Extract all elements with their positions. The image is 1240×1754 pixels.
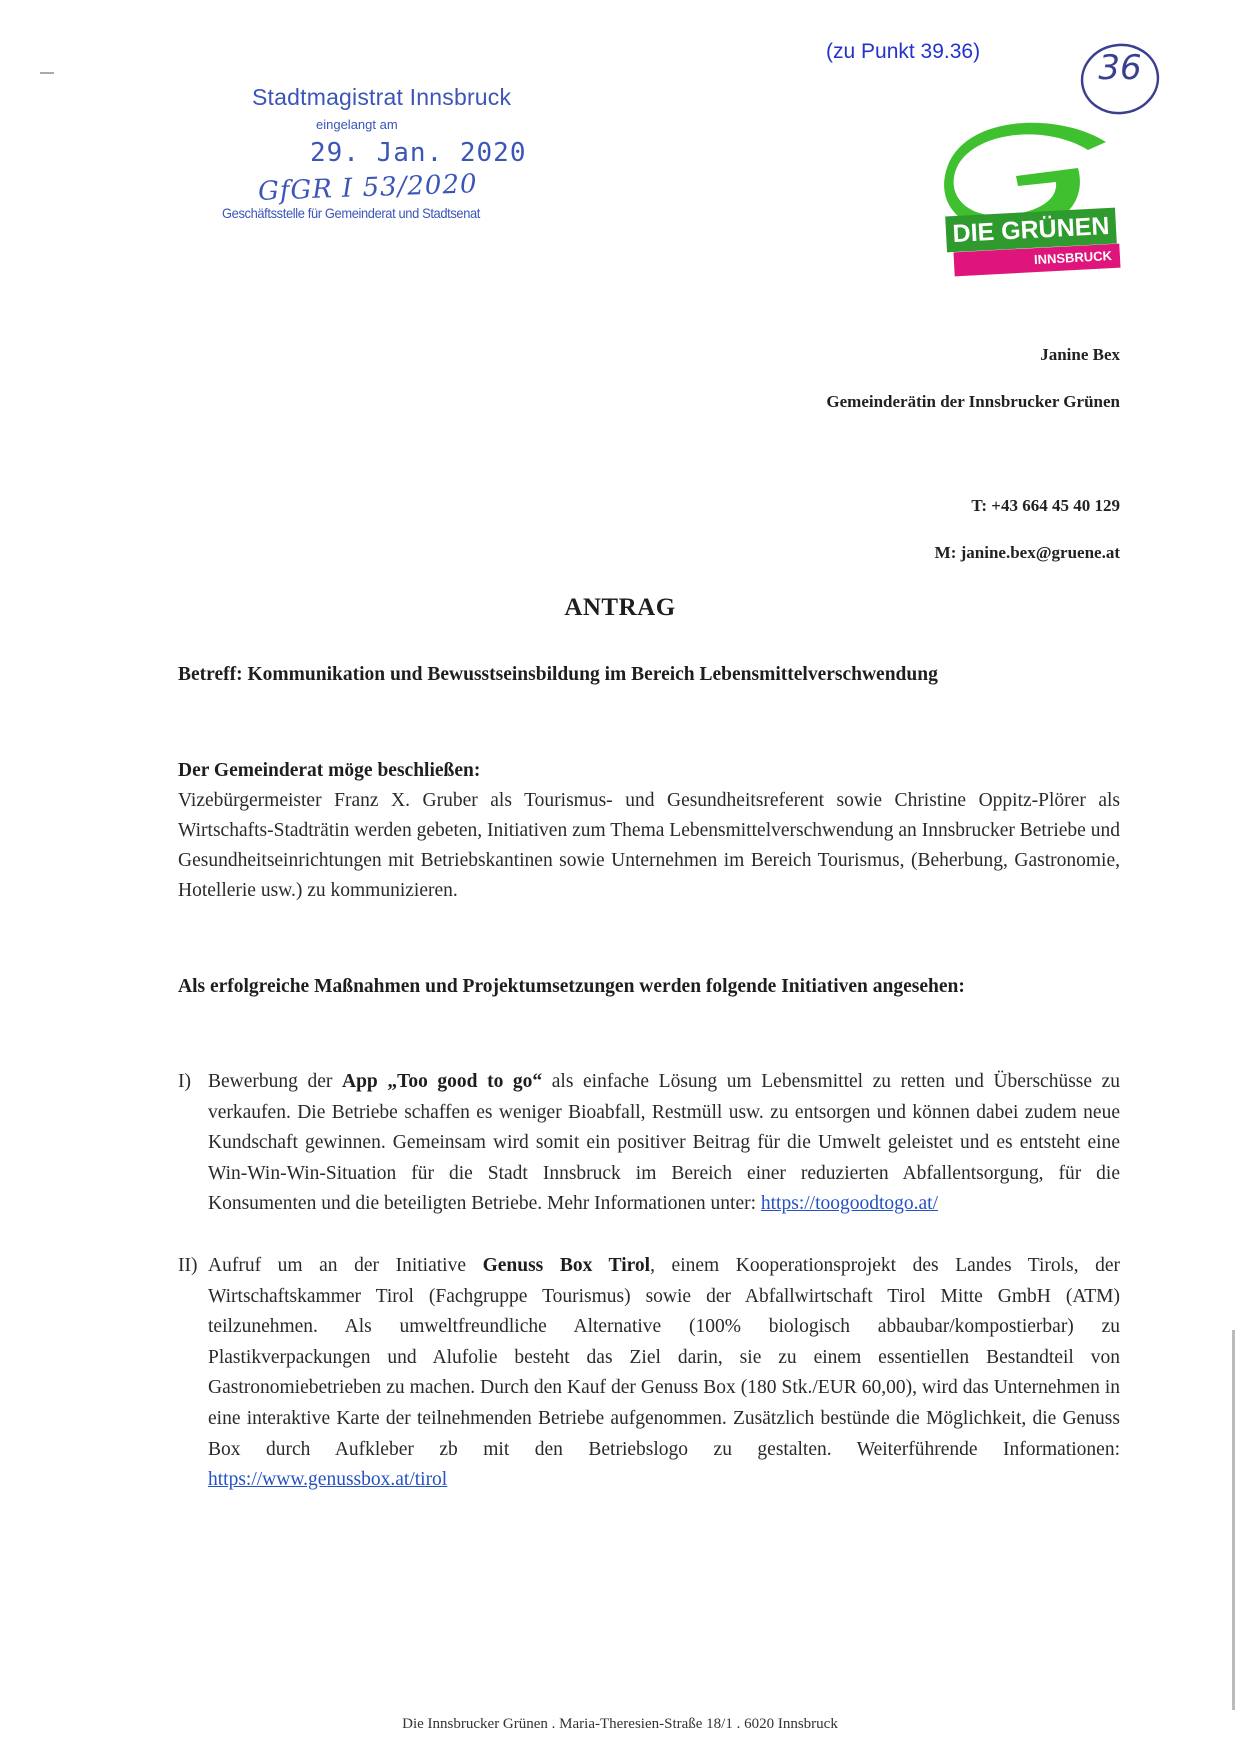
measures-heading: Als erfolgreiche Maßnahmen und Projektumsetzungen werden folgende Initiativen angesehen: [178,976,965,997]
genussbox-link[interactable]: https://www.genussbox.at/tirol [208,1469,448,1491]
resolution-heading: Der Gemeinderat möge beschließen: [178,760,481,781]
page-number: 36 [1098,48,1142,88]
list-item-intro: Aufruf um an der Initiative [208,1255,483,1276]
sender-email: M: janine.bex@gruene.at [934,543,1120,562]
stamp-file-number: GfGR I 53/2020 [257,169,479,207]
list-marker: II) [178,1255,198,1276]
sender-phone: T: +43 664 45 40 129 [971,496,1120,515]
logo-subtitle: INNSBRUCK [953,244,1120,277]
list-item-body: , einem Kooperationsprojekt des Landes Tirols, der Wirtschaftskammer Tirol (Fachgruppe Tourismus) sowie der Abfallwirtschaft Tirol Mitte GmbH (ATM) teilzunehmen. Als umweltfreundliche Alternative (100% biologisch abbaubar/kompostierbar) zu Plastikverpackungen und Alufolie besteht das Ziel darin, sie zu einem essentiellen Bestandteil von Gastronomiebetrieben zu machen. Durch den Kauf der Genuss Box (180 Stk./EUR 60,00), wird das Unternehmen in eine interaktive Karte der teilnehmenden Betriebe aufgenommen. Zusätzlich bestünde die Möglichkeit, die Genuss Box durch Aufkleber zb mit den Betriebslogo zu gestalten. Weiterführende Informationen: [208,1255,1120,1460]
sender-role: Gemeinderätin der Innsbrucker Grünen [826,392,1120,411]
sender-name: Janine Bex [1040,345,1120,364]
stamp-date: 29. Jan. 2020 [310,138,527,168]
toogoodtogo-link[interactable]: https://toogoodtogo.at/ [760,1193,939,1215]
agenda-reference: (zu Punkt 39.36) [826,40,981,63]
logo-name: DIE GRÜNEN [945,208,1117,253]
list-marker: I) [178,1071,191,1092]
received-stamp [222,80,548,240]
page-footer: Die Innsbrucker Grünen . Maria-Theresien-Straße 18/1 . 6020 Innsbruck [402,1716,838,1732]
stamp-organization: Stadtmagistrat Innsbruck [252,84,512,110]
scan-edge-mark [1232,1330,1235,1710]
resolution-text: Vizebürgermeister Franz X. Gruber als Tourismus- und Gesundheitsreferent sowie Christine Oppitz-Plörer als Wirtschafts-Stadträtin werden gebeten, Initiativen zum Thema Lebensmittelverschwendung an Innsbrucker Betriebe und Gesundheitseinrichtungen mit Betriebskantinen sowie Unternehmen im Bereich Tourismus, (Beherbung, Gastronomie, Hotellerie usw.) zu kommunizieren. [178,790,1120,901]
document-title: ANTRAG [564,594,676,621]
list-item-body: als einfache Lösung um Lebensmittel zu retten und Überschüsse zu verkaufen. Die Betriebe schaffen es weniger Bioabfall, Restmüll usw. zu entsorgen und können dabei zudem neue Kundschaft gewinnen. Gemeinsam wird somit ein positiver Beitrag für die Umwelt geleistet und es entsteht eine Win-Win-Win-Situation für die Stadt Innsbruck im Bereich einer reduzierten Abfallentsorgung, für die Konsumenten und die beteiligten Betriebe. Mehr Informationen unter: [208,1071,1121,1215]
scan-speck [40,72,54,74]
subject-line: Betreff: Kommunikation und Bewusstseinsbildung im Bereich Lebensmittelverschwendung [178,664,938,685]
list-item-intro: Bewerbung der [208,1071,342,1092]
list-item-highlight: Genuss Box Tirol [482,1255,651,1276]
stamp-office: Geschäftsstelle für Gemeinderat und Stadtsenat [222,205,481,221]
stamp-received-label: eingelangt am [316,117,398,132]
list-item-highlight: App „Too good to go“ [341,1071,543,1092]
list-item-text [208,1067,1120,1220]
list-item-text [208,1251,1120,1496]
